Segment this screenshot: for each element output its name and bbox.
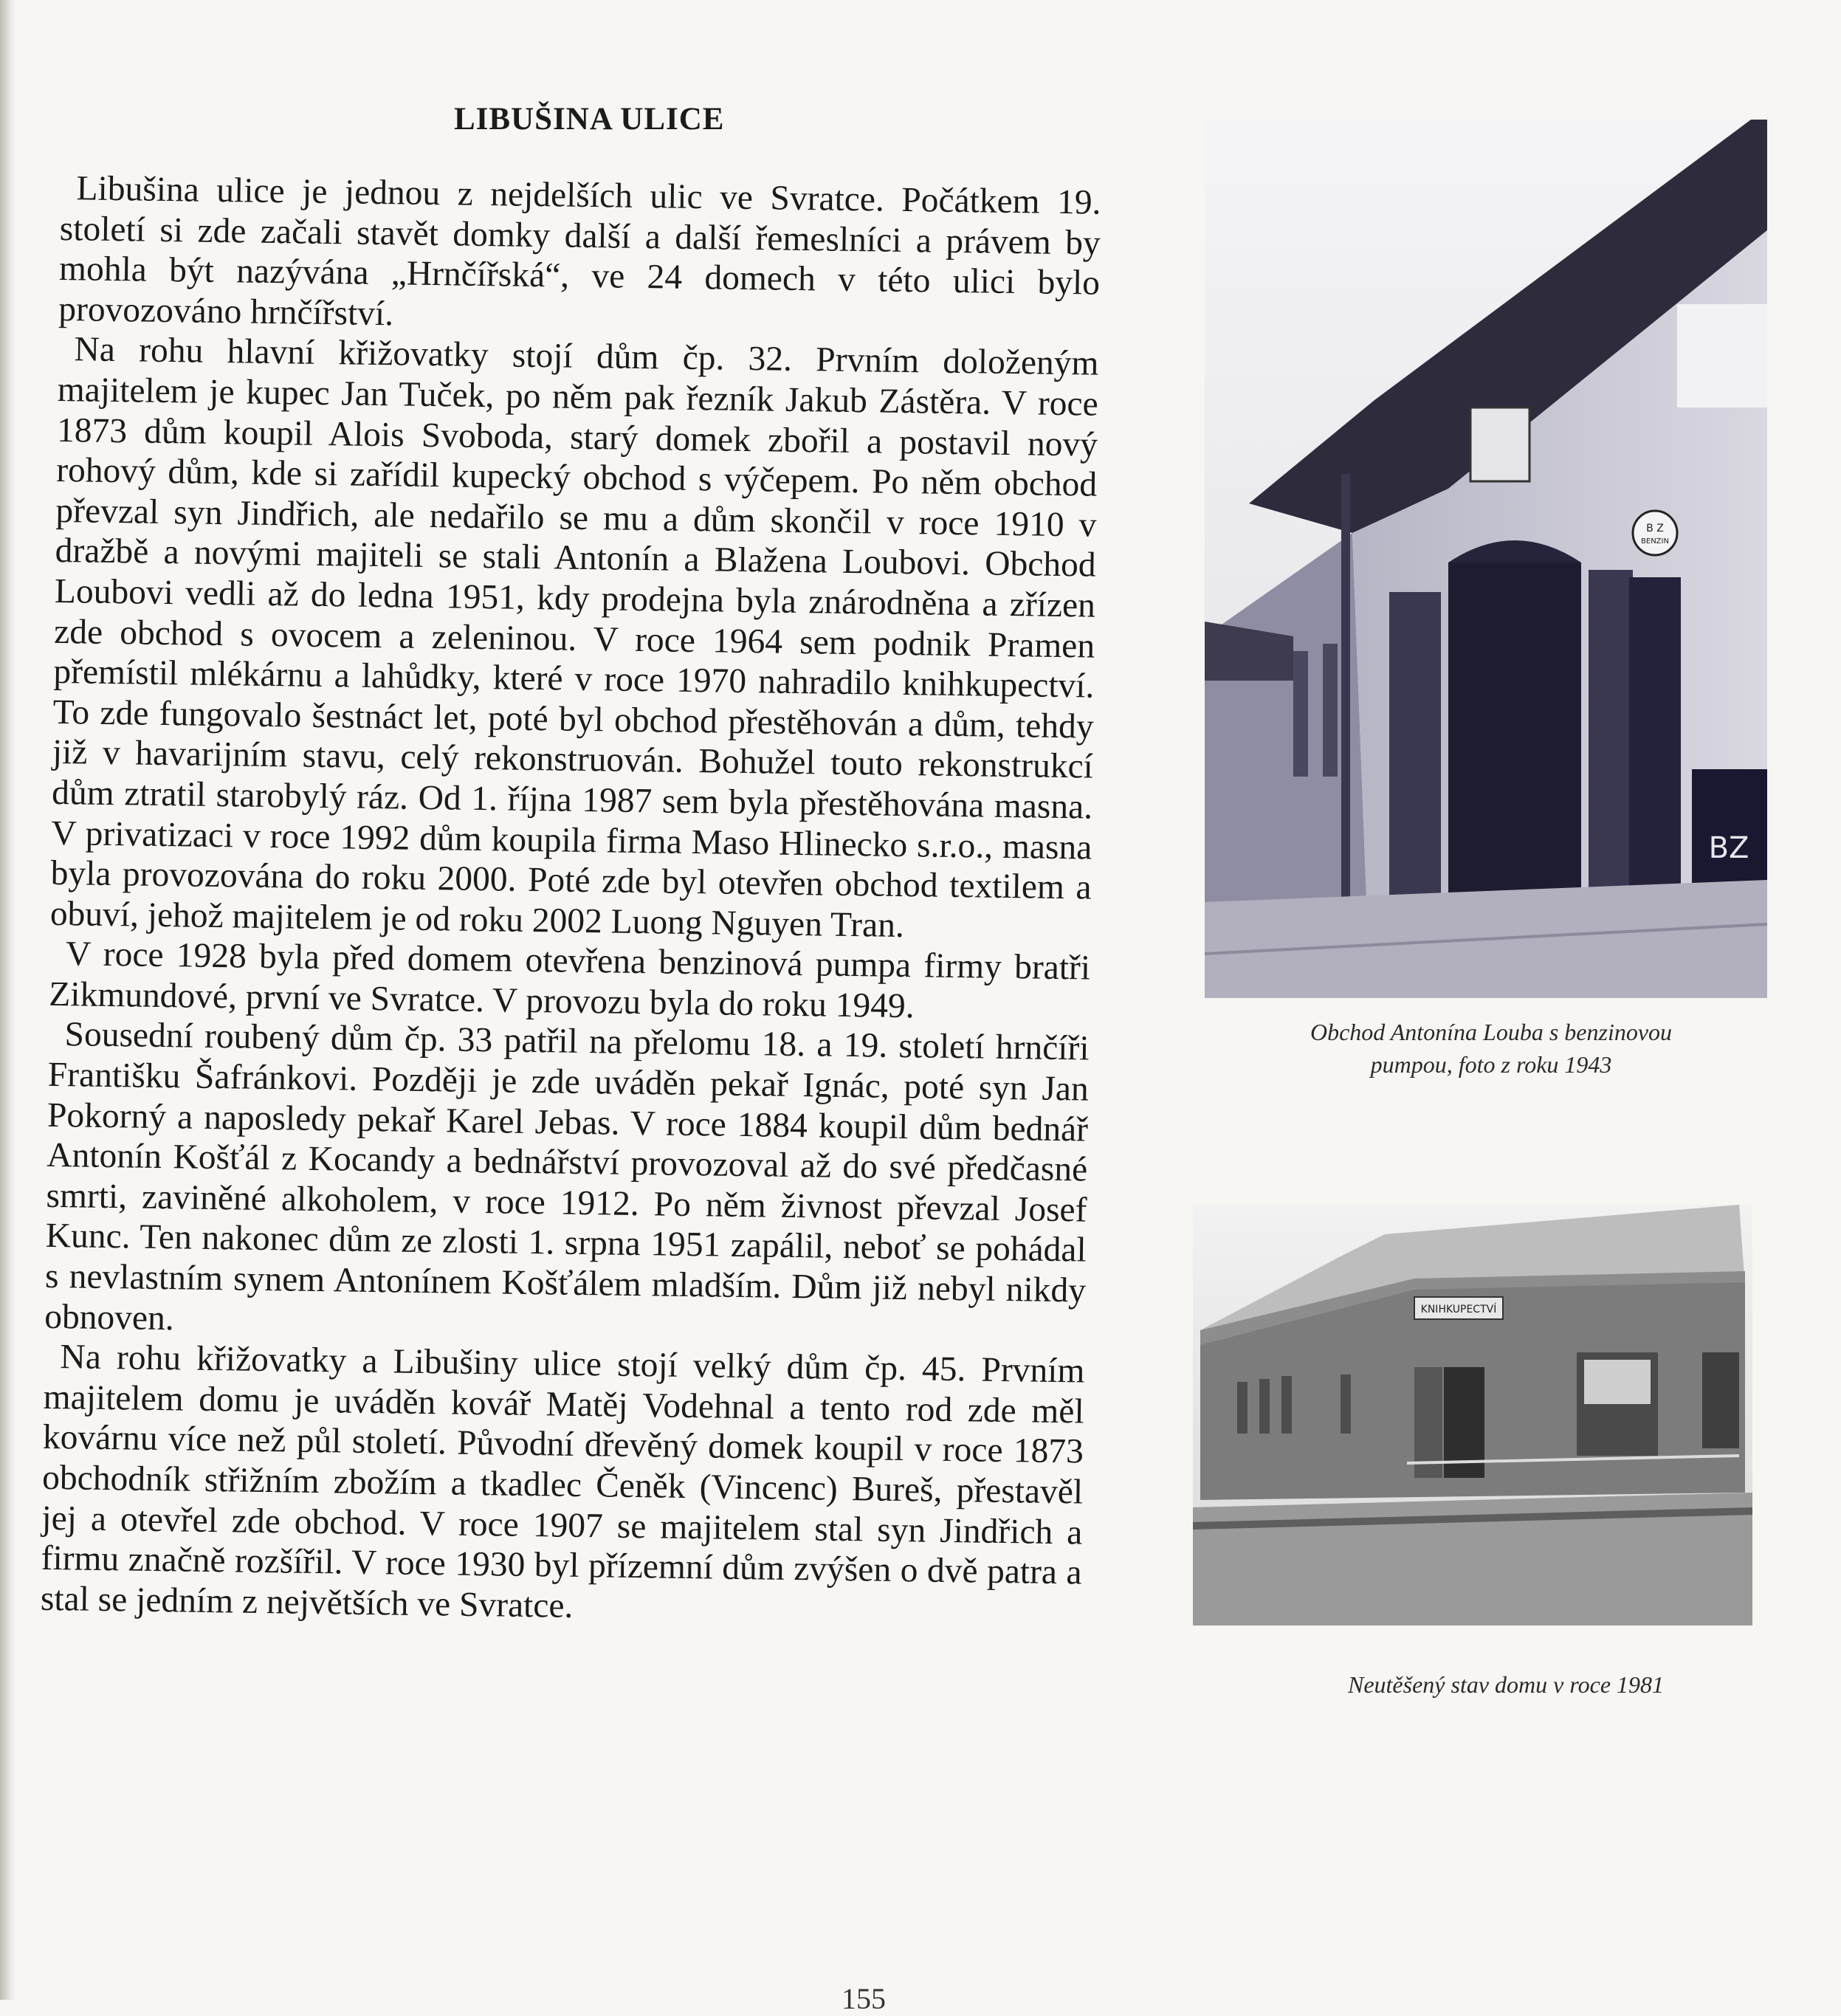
photo-house-1981: [1193, 1205, 1752, 1625]
page-number: 155: [842, 1982, 886, 2015]
shop-sign-text: KNIHKUPECTVÍ: [1420, 1304, 1497, 1315]
caption-line: Obchod Antonína Louba s benzinovou: [1310, 1019, 1673, 1045]
paragraph: Na rohu křižovatky a Libušiny ulice stojí velký dům čp. 45. Prvním majitelem domu je uváděn kovář Matěj Vodehnal a tento rod zde měl kovárnu více než půl století. Původní dřevěný domek koupil v roce 1873 obchodník střižním zbožím a tkadlec Čeněk (Vincenc) Bureš, přestavěl jej a otevřel zde obchod. V roce 1907 se majitelem stal syn Jindřich a firmu značně rozšířil. V roce 1930 byl přízemní dům zvýšen o dvě patra a stal se jedním z největších ve Svratce.: [40, 1338, 1085, 1625]
page-binding-shadow: [0, 0, 16, 2000]
paragraph: Libušina ulice je jednou z nejdelších ulic ve Svratce. Počátkem 19. století si zde začali stavět domky další a další řemeslníci a právem by mohla být nazývána „Hrnčířská“, ve 24 domech v této ulici bylo provozováno hrnčířství.: [58, 169, 1101, 334]
page-title: LIBUŠINA ULICE: [454, 101, 725, 137]
photo-caption: [1225, 1016, 1757, 1081]
photo-shop-1943: [1205, 120, 1767, 998]
pump-globe-text: B Z: [1646, 523, 1664, 534]
pump-box-text: BZ: [1708, 831, 1749, 865]
paragraph: Na rohu hlavní křižovatky stojí dům čp. 32. Prvním doloženým majitelem je kupec Jan Tuček, po něm pak řezník Jakub Zástěra. V roce 1873 dům koupil Alois Svoboda, starý domek zbořil a postavil nový rohový dům, kde si zařídil kupecký obchod s výčepem. Po něm obchod převzal syn Jindřich, ale nedařilo se mu a dům skončil v roce 1910 v dražbě a novými majiteli se stali Antonín a Blažena Loubovi. Obchod Loubovi vedli až do ledna 1951, kdy prodejna byla znárodněna a zřízen zde obchod s ovocem a zeleninou. V roce 1964 sem podnik Pramen přemístil mlékárnu a lahůdky, které v roce 1970 nahradilo knihkupectví. To zde fungovalo šestnáct let, poté byl obchod přestěhován a dům, tehdy již v havarijním stavu, celý rekonstruován. Bohužel touto rekonstrukcí dům ztratil starobylý ráz. Od 1. října 1987 sem byla přestěhována masna. V privatizaci v roce 1992 dům koupila firma Maso Hlinecko s.r.o., masna byla provozována do roku 2000. Poté zde byl otevřen obchod textilem a obuví, jehož majitelem je od roku 2002 Luong Nguyen Tran.: [49, 330, 1099, 945]
caption-line: pumpou, foto z roku 1943: [1370, 1051, 1612, 1078]
paragraph: V roce 1928 byla před domem otevřena benzinová pumpa firmy bratři Zikmundové, první ve Svratce. V provozu byla do roku 1949.: [49, 935, 1091, 1026]
article-body: [41, 168, 1101, 1634]
photo-caption: Neutěšený stav domu v roce 1981: [1347, 1671, 1665, 1698]
paragraph: Sousední roubený dům čp. 33 patřil na přelomu 18. a 19. století hrnčíři Františku Šafránkovi. Později je zde uváděn pekař Ignác, poté syn Jan Pokorný a naposledy pekař Karel Jebas. V roce 1884 koupil dům bednář Antonín Košťál z Kocandy a bednářství provozoval až do své předčasné smrti, zaviněné alkoholem, v roce 1912. Po něm živnost převzal Josef Kunc. Ten nakonec dům ze zlosti 1. srpna 1951 zapálil, neboť se pohádal s nevlastním synem Antonínem Košťálem mladším. Dům již nebyl nikdy obnoven.: [44, 1015, 1090, 1338]
pump-globe-subtext: BENZIN: [1641, 537, 1669, 546]
